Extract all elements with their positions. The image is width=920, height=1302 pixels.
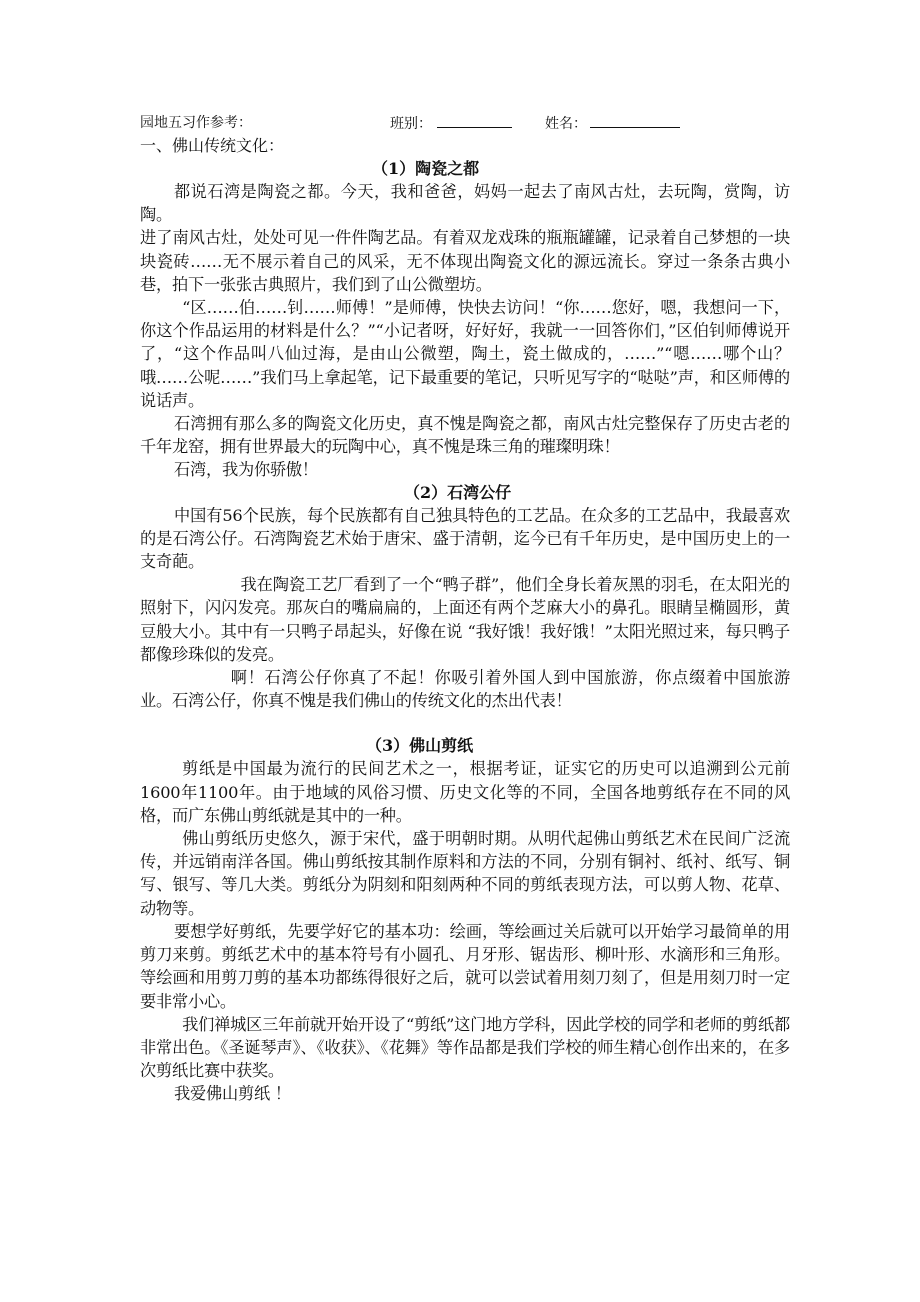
paragraph: 石湾，我为你骄傲！ bbox=[174, 460, 318, 480]
worksheet-header bbox=[140, 112, 790, 135]
paragraph: 要想学好剪纸，先要学好它的基本功：绘画，等绘画过关后就可以开始学习最简单的用剪刀来剪。剪纸艺术中的基本符号有小圆孔、月牙形、锯齿形、柳叶形、水滴形和三角形。等绘画和用剪刀剪的基本功都练得很好之后，就可以尝试着用刻刀刻了，但是用刻刀时一定要非常小心。 bbox=[140, 921, 790, 1011]
paragraph: 进了南风古灶，处处可见一件件陶艺品。有着双龙戏珠的瓶瓶罐罐，记录着自己梦想的一块块瓷砖……无不展示着自己的风采，无不体现出陶瓷文化的源远流长。穿过一条条古典小巷，拍下一张张古典照片，我们到了山公微塑坊。 bbox=[140, 228, 790, 294]
document-page bbox=[140, 112, 790, 1106]
paragraph: “区……伯……钊……师傅！”是师傅，快快去访问！“你……您好，嗯，我想问一下，你这个作品运用的材料是什么？”“小记者呀，好好好，我就一一回答你们，”区伯钊师傅说开了，“这个作品叫八仙过海，是由山公微塑，陶土，瓷土做成的，……”“嗯……哪个山？哦……公呢……”我们马上拿起笔，记下最重要的笔记，只听见写字的“哒哒”声，和区师傅的说话声。 bbox=[140, 298, 790, 410]
reference-label: 园地五习作参考： bbox=[140, 115, 252, 131]
paragraph: 中国有56个民族，每个民族都有自己独具特色的工艺品。在众多的工艺品中，我最喜欢的是石湾公仔。石湾陶瓷艺术始于唐宋、盛于清朝，迄今已有千年历史，是中国历史上的一支奇葩。 bbox=[140, 505, 790, 572]
class-field bbox=[390, 112, 512, 136]
paragraph: 佛山剪纸历史悠久，源于宋代，盛于明朝时期。从明代起佛山剪纸艺术在民间广泛流传，并远销南洋各国。佛山剪纸按其制作原料和方法的不同，分别有铜衬、纸衬、纸写、铜写、银写、等几大类。剪纸分为阴刻和阳刻两种不同的剪纸表现方法，可以剪人物、花草、动物等。 bbox=[140, 829, 790, 918]
essay-title-figurines: （2）石湾公仔 bbox=[404, 482, 512, 502]
essay-title-papercut: （3）佛山剪纸 bbox=[366, 736, 474, 756]
essay-title-ceramics: （1）陶瓷之都 bbox=[372, 159, 480, 178]
paragraph: 我在陶瓷工艺厂看到了一个“鸭子群”，他们全身长着灰黑的羽毛，在太阳光的照射下，闪闪发亮。那灰白的嘴扁扁的，上面还有两个芝麻大小的鼻孔。眼睛呈椭圆形，黄豆般大小。其中有一只鸭子昂起头，好像在说 “我好饿！我好饿！”太阳光照过来，每只鸭子都像珍珠似的发亮。 bbox=[140, 575, 790, 664]
class-label: 班别： bbox=[390, 116, 432, 132]
section-heading: 一、佛山传统文化： bbox=[140, 136, 285, 155]
class-blank bbox=[437, 112, 512, 128]
paragraph: 石湾拥有那么多的陶瓷文化历史，真不愧是陶瓷之都，南风古灶完整保存了历史古老的千年龙窑，拥有世界最大的玩陶中心，真不愧是珠三角的璀璨明珠！ bbox=[140, 414, 790, 457]
paragraph: 我们禅城区三年前就开始开设了“剪纸”这门地方学科，因此学校的同学和老师的剪纸都非常出色。《圣诞琴声》、《收获》、《花舞》等作品都是我们学校的师生精心创作出来的，在多次剪纸比赛中获奖。 bbox=[140, 1014, 790, 1081]
name-field bbox=[545, 112, 680, 136]
name-blank bbox=[590, 112, 680, 128]
paragraph: 我爱佛山剪纸 ！ bbox=[174, 1084, 291, 1104]
name-label: 姓名： bbox=[545, 116, 587, 132]
paragraph: 都说石湾是陶瓷之都。今天，我和爸爸，妈妈一起去了南风古灶，去玩陶，赏陶，访陶。 bbox=[140, 182, 790, 225]
paragraph: 剪纸是中国最为流行的民间艺术之一，根据考证，证实它的历史可以追溯到公元前1600年1100年。由于地域的风俗习惯、历史文化等的不同，全国各地剪纸存在不同的风格，而广东佛山剪纸就是其中的一种。 bbox=[140, 759, 790, 825]
paragraph: 啊！石湾公仔你真了不起！你吸引着外国人到中国旅游，你点缀着中国旅游业。石湾公仔，你真不愧是我们佛山的传统文化的杰出代表！ bbox=[140, 668, 790, 711]
spacer bbox=[140, 712, 790, 735]
